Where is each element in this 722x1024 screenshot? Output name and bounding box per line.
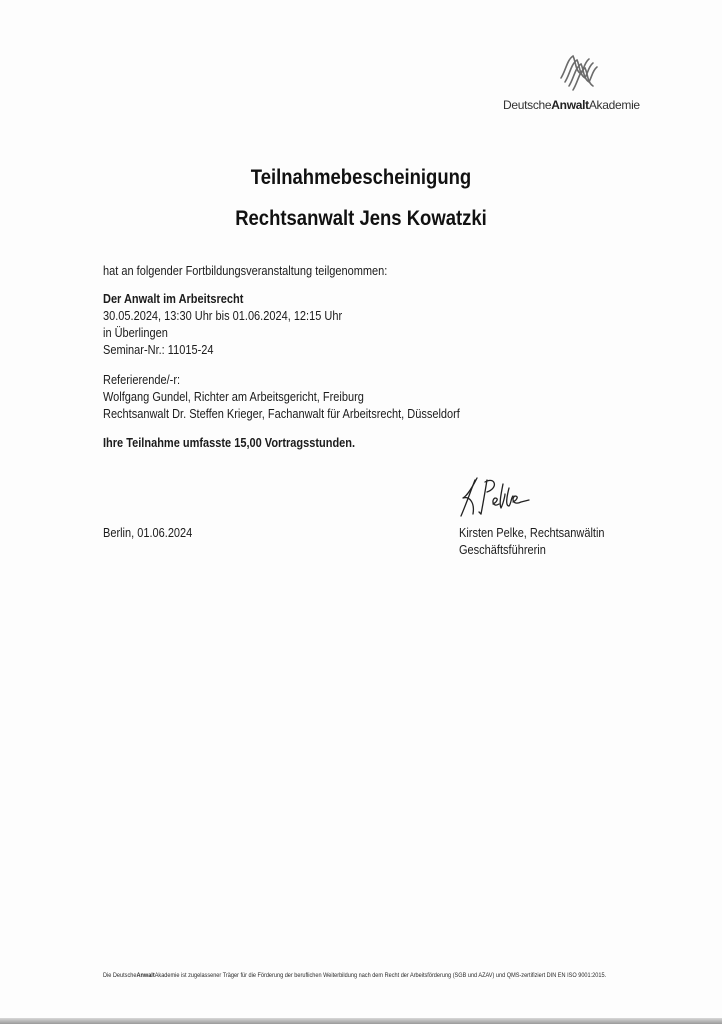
speakers-label: Referierende/-r:	[103, 373, 181, 387]
seminar-number: Seminar-Nr.: 11015-24	[103, 343, 214, 357]
logo-wave-icon	[559, 52, 599, 92]
participant-name: Rechtsanwalt Jens Kowatzki	[235, 207, 487, 230]
hours-statement: Ihre Teilnahme umfasste 15,00 Vortragsstunden.	[103, 436, 356, 450]
intro-text: hat an folgender Fortbildungsveranstaltung teilgenommen:	[103, 264, 388, 278]
signatory-role: Geschäftsführerin	[459, 543, 546, 557]
certificate-title: Teilnahmebescheinigung	[250, 166, 472, 189]
event-location: in Überlingen	[103, 326, 168, 340]
speaker-item: Wolfgang Gundel, Richter am Arbeitsgericht, Freiburg	[103, 390, 364, 404]
signatory-name: Kirsten Pelke, Rechtsanwältin	[459, 526, 605, 540]
footer-legal-note: Die DeutscheAnwaltAkademie ist zugelassener Träger für die Förderung der beruflichen Weiterbildung nach dem Recht der Arbeitsförderung (SGB und AZAV) und QMS-zertifiziert DIN EN ISO 9001:2015.	[103, 972, 607, 979]
event-name: Der Anwalt im Arbeitsrecht	[103, 292, 244, 306]
handwritten-signature	[455, 474, 545, 520]
logo-wordmark: DeutscheAnwaltAkademie	[503, 98, 640, 112]
page-bottom-edge	[0, 1018, 722, 1024]
company-logo	[503, 52, 653, 114]
place-date: Berlin, 01.06.2024	[103, 526, 193, 540]
speaker-item: Rechtsanwalt Dr. Steffen Krieger, Fachanwalt für Arbeitsrecht, Düsseldorf	[103, 407, 460, 421]
event-dates: 30.05.2024, 13:30 Uhr bis 01.06.2024, 12:15 Uhr	[103, 309, 343, 323]
